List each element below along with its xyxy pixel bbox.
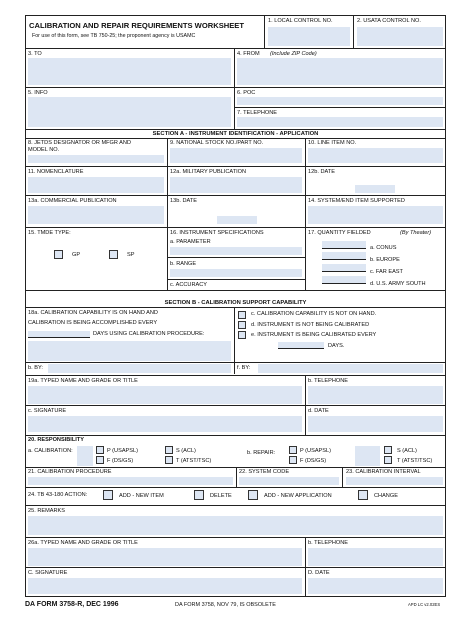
rep-s-label: S (ACL) — [397, 448, 417, 454]
cal-interval-label: 23. CALIBRATION INTERVAL — [346, 469, 421, 475]
form-subtitle: For use of this form, see TB 750-25; the proponent agency is USAMC — [32, 33, 196, 39]
far-east-label: c. FAR EAST — [370, 269, 403, 275]
date-26d-label: D. DATE — [308, 570, 330, 576]
typed-name-26a-field[interactable] — [28, 548, 302, 566]
rep-resp-field[interactable] — [355, 446, 380, 466]
cal-procedure-21-field[interactable] — [28, 477, 233, 485]
cal-p-checkbox[interactable] — [96, 446, 104, 454]
rep-t-checkbox[interactable] — [384, 456, 392, 464]
change-checkbox[interactable] — [358, 490, 368, 500]
section-b-title: SECTION B - CALIBRATION SUPPORT CAPABILITY — [164, 300, 307, 306]
parameter-label: a. PARAMETER — [170, 239, 211, 245]
from-field[interactable] — [237, 58, 443, 85]
cal-f-label: F (DS/GS) — [107, 458, 134, 464]
by-b-field[interactable] — [48, 364, 231, 373]
cal-t-label: T (ATST/TSC) — [176, 458, 212, 464]
to-field[interactable] — [28, 58, 231, 85]
info-label: 5. INFO — [28, 90, 48, 96]
cal-resp-field[interactable] — [77, 446, 93, 466]
remarks-label: 25. REMARKS — [28, 508, 65, 514]
telephone-26b-label: b. TELEPHONE — [308, 540, 349, 546]
responsibility-label: 20. RESPONSIBILITY — [28, 437, 84, 443]
delete-label: DELETE — [210, 493, 232, 499]
range-field[interactable] — [170, 269, 302, 277]
remarks-field[interactable] — [28, 516, 443, 535]
cap-c-label: c. CALIBRATION CAPABILITY IS NOT ON HAND. — [251, 311, 377, 317]
cal-procedure-label: 21. CALIBRATION PROCEDURE — [28, 469, 112, 475]
nomenclature-field[interactable] — [28, 177, 164, 193]
date-19d-field[interactable] — [308, 416, 443, 432]
military-pub-field[interactable] — [170, 177, 302, 193]
system-code-label: 22. SYSTEM CODE — [239, 469, 290, 475]
qty-fielded-hint: (By Theater) — [400, 230, 432, 236]
gp-checkbox[interactable] — [54, 250, 63, 259]
cal-f-checkbox[interactable] — [96, 456, 104, 464]
change-label: CHANGE — [374, 493, 398, 499]
rep-t-label: T (ATST/TSC) — [397, 458, 433, 464]
cap-a-label-3: DAYS USING CALIBRATION PROCEDURE: — [93, 331, 205, 337]
add-new-app-label: ADD - NEW APPLICATION — [264, 493, 332, 499]
typed-name-19a-label: 19a. TYPED NAME AND GRADE OR TITLE — [28, 378, 138, 384]
cap-a-label-2: CALIBRATION IS BEING ACCOMPLISHED EVERY — [28, 320, 158, 326]
tmde-type-label: 15. TMDE TYPE: — [28, 230, 71, 236]
usata-control-no-label: 2. USATA CONTROL NO. — [357, 18, 421, 24]
rep-p-checkbox[interactable] — [289, 446, 297, 454]
poc-field[interactable] — [237, 97, 443, 105]
instr-specs-label: 16. INSTRUMENT SPECIFICATIONS — [170, 230, 264, 236]
section-a-title: SECTION A - INSTRUMENT IDENTIFICATION - APPLICATION — [152, 131, 319, 137]
telephone-field[interactable] — [237, 117, 443, 127]
repair-label: b. REPAIR: — [247, 450, 276, 456]
gp-label: GP — [72, 252, 81, 258]
system-end-item-field[interactable] — [308, 206, 443, 224]
to-label: 3. TO — [28, 51, 42, 57]
version-note: APD LC v2.02ES — [408, 602, 441, 607]
jetds-label-2: MODEL NO. — [28, 147, 60, 153]
local-control-no-field[interactable] — [268, 27, 350, 46]
rep-s-checkbox[interactable] — [384, 446, 392, 454]
rep-p-label: P (USAPSL) — [300, 448, 331, 454]
delete-checkbox[interactable] — [194, 490, 204, 500]
signature-19c-field[interactable] — [28, 416, 302, 432]
calibration-label: a. CALIBRATION: — [28, 448, 73, 454]
from-hint: (Include ZIP Code) — [270, 51, 317, 57]
typed-name-26a-label: 26a. TYPED NAME AND GRADE OR TITLE — [28, 540, 138, 546]
date-12b-label: 12b. DATE — [308, 169, 335, 175]
line-item-field[interactable] — [308, 148, 443, 163]
cal-s-checkbox[interactable] — [165, 446, 173, 454]
days-label: DAYS. — [328, 343, 345, 349]
rep-f-label: F (DS/GS) — [300, 458, 327, 464]
cal-s-label: S (ACL) — [176, 448, 196, 454]
sp-checkbox[interactable] — [109, 250, 118, 259]
rep-f-checkbox[interactable] — [289, 456, 297, 464]
cap-d-label: d. INSTRUMENT IS NOT BEING CALIBRATED — [251, 322, 370, 328]
nsn-label: 9. NATIONAL STOCK NO./PART NO. — [170, 140, 264, 146]
add-new-app-checkbox[interactable] — [248, 490, 258, 500]
cal-interval-field[interactable] — [346, 477, 443, 485]
typed-name-19a-field[interactable] — [28, 386, 302, 404]
line-item-label: 10. LINE ITEM NO. — [308, 140, 357, 146]
europe-field[interactable] — [322, 252, 366, 259]
from-label: 4. FROM — [237, 51, 260, 57]
signature-26c-field[interactable] — [28, 578, 302, 594]
cap-e-label: e. INSTRUMENT IS BEING CALIBRATED EVERY — [251, 332, 377, 338]
usata-control-no-field[interactable] — [357, 27, 443, 46]
cap-c-checkbox[interactable] — [238, 311, 246, 319]
tb-action-label: 24. TB 43-180 ACTION: — [28, 492, 88, 498]
military-pub-label: 12a. MILITARY PUBLICATION — [170, 169, 247, 175]
obsolete-note: DA FORM 3758, NOV 79, IS OBSOLETE — [175, 602, 276, 608]
system-code-field[interactable] — [239, 477, 339, 485]
jetds-field[interactable] — [28, 155, 164, 163]
cal-procedure-field[interactable] — [28, 341, 231, 361]
form-id: DA FORM 3758-R, DEC 1996 — [25, 601, 119, 608]
us-army-south-field[interactable] — [322, 276, 366, 283]
signature-26c-label: C. SIGNATURE — [28, 570, 68, 576]
date-12b-field[interactable] — [355, 185, 395, 193]
accuracy-label: c. ACCURACY — [170, 282, 207, 288]
telephone-19b-label: b. TELEPHONE — [308, 378, 349, 384]
info-field[interactable] — [28, 97, 231, 127]
signature-19c-label: c. SIGNATURE — [28, 408, 67, 414]
date-13b-label: 13b. DATE — [170, 198, 197, 204]
add-new-item-label: ADD - NEW ITEM — [119, 493, 164, 499]
cap-d-checkbox[interactable] — [238, 321, 246, 329]
conus-field[interactable] — [322, 241, 366, 248]
jetds-label: 8. JETDS DESIGNATOR OR MFGR AND — [28, 140, 131, 146]
commercial-pub-field[interactable] — [28, 206, 164, 224]
cal-p-label: P (USAPSL) — [107, 448, 138, 454]
poc-label: 6. POC — [237, 90, 256, 96]
nsn-field[interactable] — [170, 148, 302, 163]
add-new-item-checkbox[interactable] — [103, 490, 113, 500]
date-13b-field[interactable] — [217, 216, 257, 224]
form-title: CALIBRATION AND REPAIR REQUIREMENTS WORKSHEET — [29, 21, 245, 30]
conus-label: a. CONUS — [370, 245, 397, 251]
nomenclature-label: 11. NOMENCLATURE — [28, 169, 84, 175]
range-label: b. RANGE — [170, 261, 197, 267]
telephone-label: 7. TELEPHONE — [237, 110, 278, 116]
system-end-item-label: 14. SYSTEM/END ITEM SUPPORTED — [308, 198, 405, 204]
commercial-pub-label: 13a. COMMERCIAL PUBLICATION — [28, 198, 117, 204]
date-19d-label: d. DATE — [308, 408, 329, 414]
sp-label: SP — [127, 252, 135, 258]
qty-fielded-label: 17. QUANTITY FIELDED — [308, 230, 371, 236]
telephone-26b-field[interactable] — [308, 548, 443, 566]
by-f-label: f. BY: — [237, 365, 251, 371]
local-control-no-label: 1. LOCAL CONTROL NO. — [268, 18, 333, 24]
telephone-19b-field[interactable] — [308, 386, 443, 404]
cap-a-label-1: 18a. CALIBRATION CAPABILITY IS ON HAND AND — [28, 310, 158, 316]
by-b-label: b. BY: — [28, 365, 43, 371]
far-east-field[interactable] — [322, 264, 366, 271]
cal-t-checkbox[interactable] — [165, 456, 173, 464]
us-army-south-label: d. U.S. ARMY SOUTH — [370, 281, 426, 287]
cap-e-checkbox[interactable] — [238, 331, 246, 339]
date-26d-field[interactable] — [308, 578, 443, 594]
europe-label: b. EUROPE — [370, 257, 400, 263]
by-f-field[interactable] — [258, 364, 443, 373]
parameter-field[interactable] — [170, 247, 302, 255]
